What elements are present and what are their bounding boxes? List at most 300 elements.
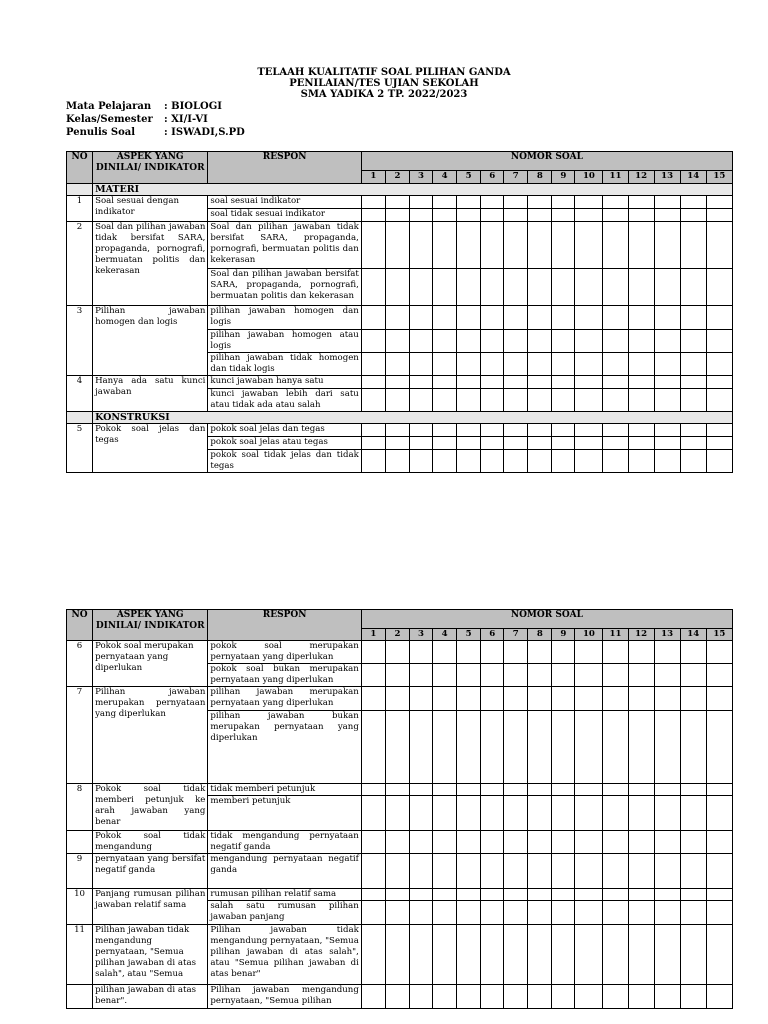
- score-cell[interactable]: [575, 437, 603, 450]
- score-cell[interactable]: [575, 925, 603, 985]
- score-cell[interactable]: [504, 831, 528, 854]
- score-cell[interactable]: [654, 450, 680, 473]
- score-cell[interactable]: [706, 330, 732, 353]
- score-cell[interactable]: [481, 450, 504, 473]
- score-cell[interactable]: [528, 711, 552, 784]
- score-cell[interactable]: [504, 901, 528, 925]
- score-cell[interactable]: [628, 889, 654, 901]
- score-cell[interactable]: [409, 209, 432, 222]
- score-cell[interactable]: [409, 437, 432, 450]
- score-cell[interactable]: [385, 925, 409, 985]
- score-cell[interactable]: [361, 889, 385, 901]
- score-cell[interactable]: [361, 450, 385, 473]
- score-cell[interactable]: [654, 854, 680, 889]
- score-cell[interactable]: [385, 424, 409, 437]
- score-cell[interactable]: [361, 306, 385, 330]
- score-cell[interactable]: [528, 376, 552, 389]
- score-cell[interactable]: [385, 711, 409, 784]
- score-cell[interactable]: [603, 376, 628, 389]
- score-cell[interactable]: [575, 854, 603, 889]
- score-cell[interactable]: [504, 376, 528, 389]
- score-cell[interactable]: [654, 784, 680, 796]
- score-cell[interactable]: [575, 376, 603, 389]
- score-cell[interactable]: [575, 330, 603, 353]
- score-cell[interactable]: [433, 889, 457, 901]
- score-cell[interactable]: [654, 222, 680, 269]
- score-cell[interactable]: [680, 306, 706, 330]
- score-cell[interactable]: [706, 889, 732, 901]
- score-cell[interactable]: [552, 901, 575, 925]
- score-cell[interactable]: [457, 854, 481, 889]
- score-cell[interactable]: [603, 784, 628, 796]
- score-cell[interactable]: [706, 831, 732, 854]
- score-cell[interactable]: [457, 306, 481, 330]
- score-cell[interactable]: [680, 854, 706, 889]
- score-cell[interactable]: [433, 664, 457, 687]
- score-cell[interactable]: [433, 389, 457, 412]
- score-cell[interactable]: [552, 330, 575, 353]
- score-cell[interactable]: [628, 222, 654, 269]
- score-cell[interactable]: [385, 330, 409, 353]
- score-cell[interactable]: [528, 450, 552, 473]
- score-cell[interactable]: [528, 925, 552, 985]
- score-cell[interactable]: [361, 376, 385, 389]
- score-cell[interactable]: [680, 222, 706, 269]
- score-cell[interactable]: [552, 687, 575, 711]
- score-cell[interactable]: [361, 222, 385, 269]
- score-cell[interactable]: [409, 269, 432, 306]
- score-cell[interactable]: [361, 389, 385, 412]
- score-cell[interactable]: [504, 889, 528, 901]
- score-cell[interactable]: [603, 925, 628, 985]
- score-cell[interactable]: [385, 376, 409, 389]
- score-cell[interactable]: [654, 330, 680, 353]
- score-cell[interactable]: [361, 424, 385, 437]
- score-cell[interactable]: [552, 196, 575, 209]
- score-cell[interactable]: [680, 925, 706, 985]
- score-cell[interactable]: [457, 711, 481, 784]
- score-cell[interactable]: [361, 353, 385, 376]
- score-cell[interactable]: [409, 711, 432, 784]
- score-cell[interactable]: [603, 664, 628, 687]
- score-cell[interactable]: [552, 925, 575, 985]
- score-cell[interactable]: [654, 901, 680, 925]
- score-cell[interactable]: [385, 687, 409, 711]
- score-cell[interactable]: [361, 330, 385, 353]
- score-cell[interactable]: [409, 196, 432, 209]
- score-cell[interactable]: [504, 222, 528, 269]
- score-cell[interactable]: [528, 353, 552, 376]
- score-cell[interactable]: [654, 389, 680, 412]
- score-cell[interactable]: [706, 796, 732, 831]
- score-cell[interactable]: [481, 985, 504, 1009]
- score-cell[interactable]: [504, 687, 528, 711]
- score-cell[interactable]: [457, 209, 481, 222]
- score-cell[interactable]: [552, 889, 575, 901]
- score-cell[interactable]: [603, 269, 628, 306]
- score-cell[interactable]: [433, 687, 457, 711]
- score-cell[interactable]: [361, 196, 385, 209]
- score-cell[interactable]: [409, 889, 432, 901]
- score-cell[interactable]: [706, 353, 732, 376]
- score-cell[interactable]: [409, 854, 432, 889]
- score-cell[interactable]: [603, 196, 628, 209]
- score-cell[interactable]: [457, 353, 481, 376]
- score-cell[interactable]: [680, 196, 706, 209]
- score-cell[interactable]: [603, 424, 628, 437]
- score-cell[interactable]: [457, 389, 481, 412]
- score-cell[interactable]: [575, 424, 603, 437]
- score-cell[interactable]: [528, 389, 552, 412]
- score-cell[interactable]: [433, 901, 457, 925]
- score-cell[interactable]: [575, 664, 603, 687]
- score-cell[interactable]: [552, 854, 575, 889]
- score-cell[interactable]: [706, 687, 732, 711]
- score-cell[interactable]: [575, 269, 603, 306]
- score-cell[interactable]: [552, 269, 575, 306]
- score-cell[interactable]: [680, 889, 706, 901]
- score-cell[interactable]: [457, 901, 481, 925]
- score-cell[interactable]: [654, 196, 680, 209]
- score-cell[interactable]: [457, 687, 481, 711]
- score-cell[interactable]: [504, 711, 528, 784]
- score-cell[interactable]: [628, 330, 654, 353]
- score-cell[interactable]: [457, 985, 481, 1009]
- score-cell[interactable]: [504, 424, 528, 437]
- score-cell[interactable]: [528, 196, 552, 209]
- score-cell[interactable]: [654, 353, 680, 376]
- score-cell[interactable]: [385, 437, 409, 450]
- score-cell[interactable]: [575, 831, 603, 854]
- score-cell[interactable]: [603, 450, 628, 473]
- score-cell[interactable]: [361, 985, 385, 1009]
- score-cell[interactable]: [575, 784, 603, 796]
- score-cell[interactable]: [628, 985, 654, 1009]
- score-cell[interactable]: [680, 376, 706, 389]
- score-cell[interactable]: [628, 925, 654, 985]
- score-cell[interactable]: [552, 424, 575, 437]
- score-cell[interactable]: [504, 196, 528, 209]
- score-cell[interactable]: [654, 209, 680, 222]
- score-cell[interactable]: [409, 831, 432, 854]
- score-cell[interactable]: [654, 269, 680, 306]
- score-cell[interactable]: [603, 330, 628, 353]
- score-cell[interactable]: [385, 641, 409, 664]
- score-cell[interactable]: [706, 901, 732, 925]
- score-cell[interactable]: [433, 925, 457, 985]
- score-cell[interactable]: [481, 376, 504, 389]
- score-cell[interactable]: [361, 437, 385, 450]
- score-cell[interactable]: [628, 376, 654, 389]
- score-cell[interactable]: [603, 437, 628, 450]
- score-cell[interactable]: [481, 222, 504, 269]
- score-cell[interactable]: [680, 389, 706, 412]
- score-cell[interactable]: [433, 711, 457, 784]
- score-cell[interactable]: [457, 376, 481, 389]
- score-cell[interactable]: [628, 389, 654, 412]
- score-cell[interactable]: [628, 353, 654, 376]
- score-cell[interactable]: [409, 985, 432, 1009]
- score-cell[interactable]: [433, 306, 457, 330]
- score-cell[interactable]: [628, 901, 654, 925]
- score-cell[interactable]: [628, 196, 654, 209]
- score-cell[interactable]: [457, 269, 481, 306]
- score-cell[interactable]: [504, 353, 528, 376]
- score-cell[interactable]: [575, 222, 603, 269]
- score-cell[interactable]: [680, 269, 706, 306]
- score-cell[interactable]: [528, 784, 552, 796]
- score-cell[interactable]: [706, 925, 732, 985]
- score-cell[interactable]: [481, 389, 504, 412]
- score-cell[interactable]: [575, 711, 603, 784]
- score-cell[interactable]: [481, 796, 504, 831]
- score-cell[interactable]: [680, 424, 706, 437]
- score-cell[interactable]: [409, 330, 432, 353]
- score-cell[interactable]: [680, 330, 706, 353]
- score-cell[interactable]: [654, 306, 680, 330]
- score-cell[interactable]: [603, 796, 628, 831]
- score-cell[interactable]: [361, 925, 385, 985]
- score-cell[interactable]: [706, 196, 732, 209]
- score-cell[interactable]: [628, 450, 654, 473]
- score-cell[interactable]: [528, 269, 552, 306]
- score-cell[interactable]: [433, 269, 457, 306]
- score-cell[interactable]: [552, 784, 575, 796]
- score-cell[interactable]: [654, 664, 680, 687]
- score-cell[interactable]: [361, 901, 385, 925]
- score-cell[interactable]: [361, 664, 385, 687]
- score-cell[interactable]: [706, 209, 732, 222]
- score-cell[interactable]: [385, 306, 409, 330]
- score-cell[interactable]: [552, 437, 575, 450]
- score-cell[interactable]: [385, 854, 409, 889]
- score-cell[interactable]: [528, 889, 552, 901]
- score-cell[interactable]: [680, 437, 706, 450]
- score-cell[interactable]: [528, 664, 552, 687]
- score-cell[interactable]: [603, 353, 628, 376]
- score-cell[interactable]: [528, 209, 552, 222]
- score-cell[interactable]: [575, 389, 603, 412]
- score-cell[interactable]: [409, 925, 432, 985]
- score-cell[interactable]: [504, 389, 528, 412]
- score-cell[interactable]: [603, 985, 628, 1009]
- score-cell[interactable]: [504, 437, 528, 450]
- score-cell[interactable]: [575, 353, 603, 376]
- score-cell[interactable]: [433, 641, 457, 664]
- score-cell[interactable]: [409, 784, 432, 796]
- score-cell[interactable]: [654, 424, 680, 437]
- score-cell[interactable]: [433, 831, 457, 854]
- score-cell[interactable]: [481, 889, 504, 901]
- score-cell[interactable]: [385, 664, 409, 687]
- score-cell[interactable]: [603, 306, 628, 330]
- score-cell[interactable]: [628, 687, 654, 711]
- score-cell[interactable]: [654, 796, 680, 831]
- score-cell[interactable]: [504, 854, 528, 889]
- score-cell[interactable]: [528, 330, 552, 353]
- score-cell[interactable]: [680, 353, 706, 376]
- score-cell[interactable]: [528, 831, 552, 854]
- score-cell[interactable]: [552, 711, 575, 784]
- score-cell[interactable]: [481, 854, 504, 889]
- score-cell[interactable]: [603, 711, 628, 784]
- score-cell[interactable]: [628, 306, 654, 330]
- score-cell[interactable]: [481, 831, 504, 854]
- score-cell[interactable]: [457, 796, 481, 831]
- score-cell[interactable]: [575, 209, 603, 222]
- score-cell[interactable]: [706, 664, 732, 687]
- score-cell[interactable]: [433, 450, 457, 473]
- score-cell[interactable]: [552, 641, 575, 664]
- score-cell[interactable]: [706, 784, 732, 796]
- score-cell[interactable]: [481, 269, 504, 306]
- score-cell[interactable]: [575, 306, 603, 330]
- score-cell[interactable]: [575, 985, 603, 1009]
- score-cell[interactable]: [528, 424, 552, 437]
- score-cell[interactable]: [433, 196, 457, 209]
- score-cell[interactable]: [575, 450, 603, 473]
- score-cell[interactable]: [433, 437, 457, 450]
- score-cell[interactable]: [528, 796, 552, 831]
- score-cell[interactable]: [706, 450, 732, 473]
- score-cell[interactable]: [361, 831, 385, 854]
- score-cell[interactable]: [433, 222, 457, 269]
- score-cell[interactable]: [528, 222, 552, 269]
- score-cell[interactable]: [575, 901, 603, 925]
- score-cell[interactable]: [528, 854, 552, 889]
- score-cell[interactable]: [552, 664, 575, 687]
- score-cell[interactable]: [409, 222, 432, 269]
- score-cell[interactable]: [385, 985, 409, 1009]
- score-cell[interactable]: [433, 353, 457, 376]
- score-cell[interactable]: [504, 330, 528, 353]
- score-cell[interactable]: [361, 269, 385, 306]
- score-cell[interactable]: [654, 889, 680, 901]
- score-cell[interactable]: [504, 450, 528, 473]
- score-cell[interactable]: [575, 796, 603, 831]
- score-cell[interactable]: [628, 437, 654, 450]
- score-cell[interactable]: [706, 641, 732, 664]
- score-cell[interactable]: [552, 353, 575, 376]
- score-cell[interactable]: [481, 330, 504, 353]
- score-cell[interactable]: [528, 687, 552, 711]
- score-cell[interactable]: [680, 450, 706, 473]
- score-cell[interactable]: [706, 424, 732, 437]
- score-cell[interactable]: [409, 641, 432, 664]
- score-cell[interactable]: [603, 641, 628, 664]
- score-cell[interactable]: [409, 376, 432, 389]
- score-cell[interactable]: [385, 889, 409, 901]
- score-cell[interactable]: [528, 985, 552, 1009]
- score-cell[interactable]: [409, 450, 432, 473]
- score-cell[interactable]: [457, 925, 481, 985]
- score-cell[interactable]: [409, 306, 432, 330]
- score-cell[interactable]: [457, 437, 481, 450]
- score-cell[interactable]: [385, 222, 409, 269]
- score-cell[interactable]: [481, 784, 504, 796]
- score-cell[interactable]: [528, 901, 552, 925]
- score-cell[interactable]: [385, 831, 409, 854]
- score-cell[interactable]: [457, 664, 481, 687]
- score-cell[interactable]: [361, 711, 385, 784]
- score-cell[interactable]: [504, 664, 528, 687]
- score-cell[interactable]: [409, 687, 432, 711]
- score-cell[interactable]: [385, 784, 409, 796]
- score-cell[interactable]: [409, 901, 432, 925]
- score-cell[interactable]: [628, 664, 654, 687]
- score-cell[interactable]: [706, 389, 732, 412]
- score-cell[interactable]: [603, 854, 628, 889]
- score-cell[interactable]: [433, 330, 457, 353]
- score-cell[interactable]: [628, 831, 654, 854]
- score-cell[interactable]: [433, 796, 457, 831]
- score-cell[interactable]: [481, 353, 504, 376]
- score-cell[interactable]: [457, 424, 481, 437]
- score-cell[interactable]: [385, 196, 409, 209]
- score-cell[interactable]: [528, 437, 552, 450]
- score-cell[interactable]: [552, 389, 575, 412]
- score-cell[interactable]: [528, 306, 552, 330]
- score-cell[interactable]: [481, 641, 504, 664]
- score-cell[interactable]: [481, 901, 504, 925]
- score-cell[interactable]: [361, 687, 385, 711]
- score-cell[interactable]: [385, 209, 409, 222]
- score-cell[interactable]: [457, 831, 481, 854]
- score-cell[interactable]: [552, 306, 575, 330]
- score-cell[interactable]: [628, 784, 654, 796]
- score-cell[interactable]: [361, 796, 385, 831]
- score-cell[interactable]: [654, 376, 680, 389]
- score-cell[interactable]: [457, 889, 481, 901]
- score-cell[interactable]: [654, 985, 680, 1009]
- score-cell[interactable]: [552, 376, 575, 389]
- score-cell[interactable]: [654, 641, 680, 664]
- score-cell[interactable]: [385, 450, 409, 473]
- score-cell[interactable]: [680, 687, 706, 711]
- score-cell[interactable]: [504, 641, 528, 664]
- score-cell[interactable]: [481, 687, 504, 711]
- score-cell[interactable]: [504, 269, 528, 306]
- score-cell[interactable]: [409, 664, 432, 687]
- score-cell[interactable]: [504, 925, 528, 985]
- score-cell[interactable]: [361, 854, 385, 889]
- score-cell[interactable]: [680, 784, 706, 796]
- score-cell[interactable]: [409, 353, 432, 376]
- score-cell[interactable]: [481, 196, 504, 209]
- score-cell[interactable]: [481, 664, 504, 687]
- score-cell[interactable]: [654, 925, 680, 985]
- score-cell[interactable]: [385, 901, 409, 925]
- score-cell[interactable]: [706, 985, 732, 1009]
- score-cell[interactable]: [603, 687, 628, 711]
- score-cell[interactable]: [628, 209, 654, 222]
- score-cell[interactable]: [603, 901, 628, 925]
- score-cell[interactable]: [504, 796, 528, 831]
- score-cell[interactable]: [552, 222, 575, 269]
- score-cell[interactable]: [409, 796, 432, 831]
- score-cell[interactable]: [603, 831, 628, 854]
- score-cell[interactable]: [481, 925, 504, 985]
- score-cell[interactable]: [552, 796, 575, 831]
- score-cell[interactable]: [481, 424, 504, 437]
- score-cell[interactable]: [603, 209, 628, 222]
- score-cell[interactable]: [433, 424, 457, 437]
- score-cell[interactable]: [361, 784, 385, 796]
- score-cell[interactable]: [603, 889, 628, 901]
- score-cell[interactable]: [575, 196, 603, 209]
- score-cell[interactable]: [680, 209, 706, 222]
- score-cell[interactable]: [628, 424, 654, 437]
